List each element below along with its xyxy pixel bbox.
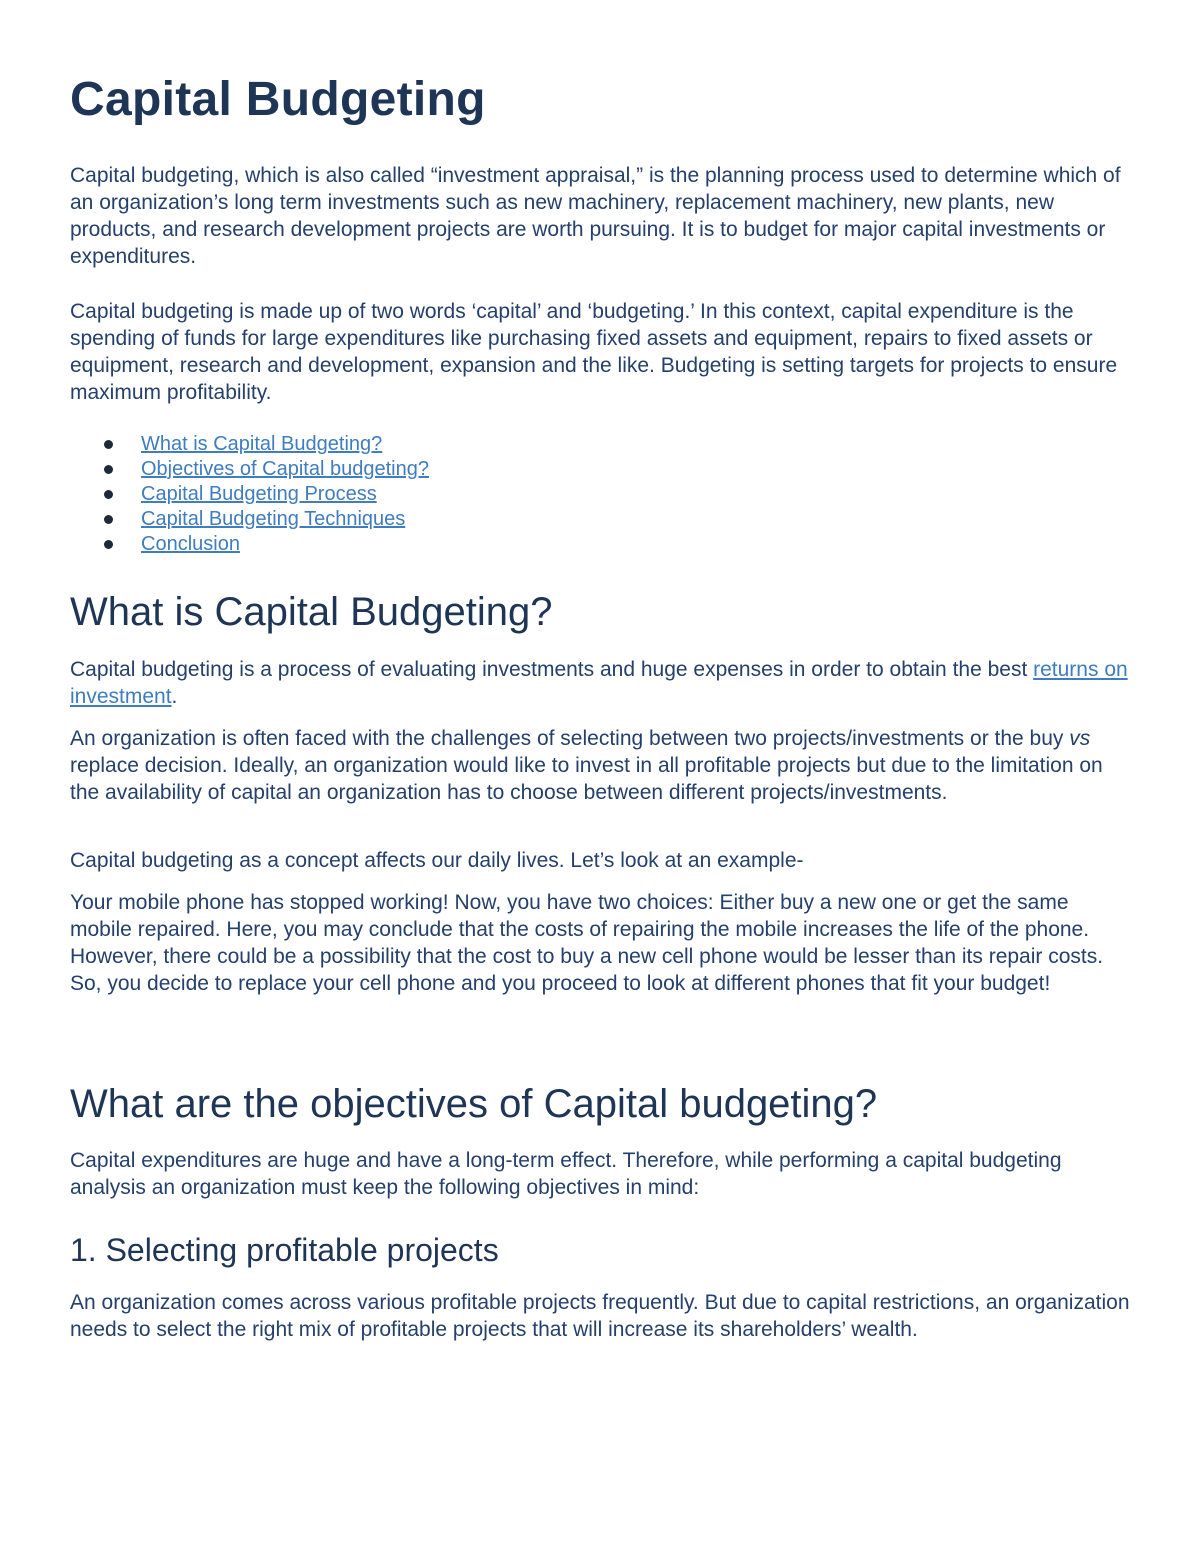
toc-item (70, 532, 429, 557)
toc-link-techniques[interactable]: Capital Budgeting Techniques (141, 508, 406, 530)
toc-item (70, 507, 429, 532)
section1-paragraph-3: Capital budgeting as a concept affects our daily lives. Let’s look at an example- (70, 849, 804, 872)
subsection1-paragraph: An organization comes across various profitable projects frequently. But due to capital restrictions, an organization needs to select the right mix of profitable projects that will increase its shareholders’ wealth. (70, 1291, 1130, 1341)
toc-link-objectives[interactable]: Objectives of Capital budgeting? (141, 458, 429, 480)
intro-paragraph-2: Capital budgeting is made up of two words ‘capital’ and ‘budgeting.’ In this context, capital expenditure is the spending of funds for large expenditures like purchasing fixed assets and equipment, repairs to fixed assets or equipment, research and development, expansion and the like. Budgeting is setting targets for projects to ensure maximum profitability. (70, 300, 1118, 404)
table-of-contents (70, 432, 429, 557)
section2-paragraph-1: Capital expenditures are huge and have a long-term effect. Therefore, while performing a capital budgeting analysis an organization must keep the following objectives in mind: (70, 1149, 1062, 1199)
toc-link-conclusion[interactable]: Conclusion (141, 533, 240, 555)
bullet-icon (104, 465, 113, 474)
bullet-icon (104, 440, 113, 449)
section1-paragraph-2 (70, 725, 1132, 806)
bullet-icon (104, 490, 113, 499)
section1-paragraph-1 (70, 656, 1132, 710)
section-heading-objectives: What are the objectives of Capital budgeting? (70, 1082, 878, 1126)
section1-p2-end: replace decision. Ideally, an organization would like to invest in all profitable projects but due to the limitation on the availability of capital an organization has to choose between different projects/investments. (70, 754, 1103, 804)
toc-link-what-is[interactable]: What is Capital Budgeting? (141, 433, 383, 455)
section1-paragraph-4: Your mobile phone has stopped working! Now, you have two choices: Either buy a new one or get the same mobile repaired. Here, you may conclude that the costs of repairing the mobile increases the life of the phone. However, there could be a possibility that the cost to buy a new cell phone would be lesser than its repair costs. So, you decide to replace your cell phone and you proceed to look at different phones that fit your budget! (70, 891, 1104, 995)
bullet-icon (104, 540, 113, 549)
section-heading-what-is: What is Capital Budgeting? (70, 590, 553, 634)
toc-link-process[interactable]: Capital Budgeting Process (141, 483, 377, 505)
toc-item (70, 482, 429, 507)
bullet-icon (104, 515, 113, 524)
document-title: Capital Budgeting (70, 73, 486, 126)
section1-p2-text: An organization is often faced with the challenges of selecting between two projects/investments or the buy (70, 727, 1070, 750)
subsection-heading-selecting: 1. Selecting profitable projects (70, 1232, 499, 1268)
toc-item (70, 457, 429, 482)
section1-p1-text: Capital budgeting is a process of evaluating investments and huge expenses in order to obtain the best (70, 658, 1034, 681)
intro-paragraph-1: Capital budgeting, which is also called “investment appraisal,” is the planning process used to determine which of an organization’s long term investments such as new machinery, replacement machinery, new plants, new products, and research development projects are worth pursuing. It is to budget for major capital investments or expenditures. (70, 164, 1121, 268)
section1-p2-italic: vs (1069, 727, 1091, 750)
section1-p1-end: . (171, 685, 178, 708)
returns-on-investment-link[interactable]: returns on investment (70, 658, 1128, 708)
toc-item (70, 432, 429, 457)
